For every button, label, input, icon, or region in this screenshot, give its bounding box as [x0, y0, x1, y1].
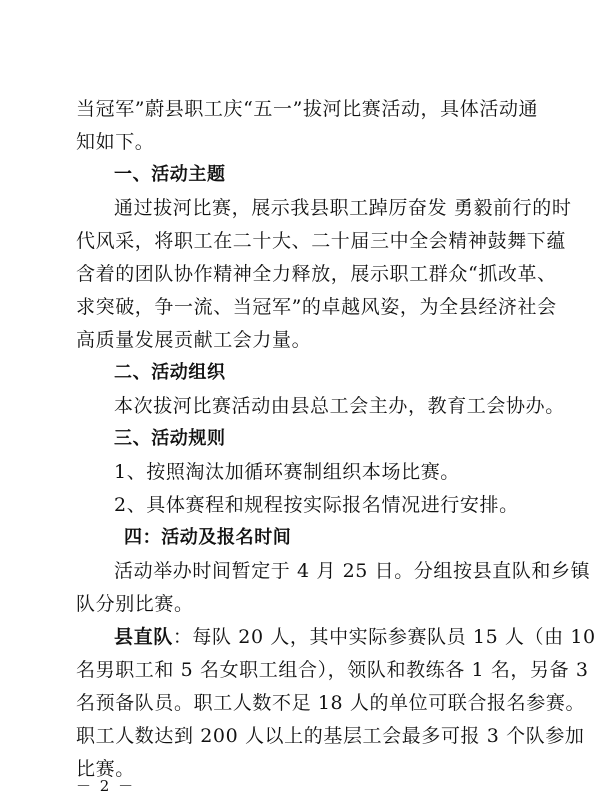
rule-item-1: 1、按照淘汰加循环赛制组织本场比赛。 — [114, 461, 460, 483]
body-line: 求突破，争一流、当冠军”的卓越风姿，为全县经济社会 — [76, 296, 557, 318]
body-line: 通过拔河比赛，展示我县职工踔厉奋发 勇毅前行的时 — [114, 197, 572, 219]
body-line: 当冠军”蔚县职工庆“五一”拔河比赛活动，具体活动通 — [76, 98, 539, 120]
body-line: 高质量发展贡献工会力量。 — [76, 329, 312, 351]
body-line: 比赛。 — [76, 758, 135, 780]
page-number: － 2 － — [76, 777, 136, 795]
county-team-text: ：每队 20 人，其中实际参赛队员 15 人（由 10 — [172, 626, 596, 648]
rule-item-2: 2、具体赛程和规程按实际报名情况进行安排。 — [114, 494, 519, 516]
section-heading-schedule: 四：活动及报名时间 — [124, 527, 292, 548]
body-line: 名预备队员。职工人数不足 18 人的单位可联合报名参赛。 — [76, 692, 586, 714]
body-line: 职工人数达到 200 人以上的基层工会最多可报 3 个队参加 — [76, 725, 585, 747]
body-line: 队分别比赛。 — [76, 593, 194, 615]
body-line: 代风采，将职工在二十大、二十届三中全会精神鼓舞下蕴 — [76, 230, 567, 252]
body-line: 知如下。 — [76, 131, 155, 153]
section-heading-organization: 二、活动组织 — [114, 362, 226, 383]
section-heading-theme: 一、活动主题 — [114, 164, 226, 185]
section-heading-rules: 三、活动规则 — [114, 428, 226, 449]
county-team-paragraph-first-line — [114, 625, 596, 649]
body-line: 名男职工和 5 名女职工组合），领队和教练各 1 名，另备 3 — [76, 659, 589, 681]
body-line: 本次拔河比赛活动由县总工会主办，教育工会协办。 — [114, 395, 565, 417]
body-line: 活动举办时间暂定于 4 月 25 日。分组按县直队和乡镇 — [114, 560, 591, 582]
county-team-label: 县直队 — [114, 626, 173, 648]
body-line: 含着的团队协作精神全力释放，展示职工群众“抓改革、 — [76, 263, 557, 285]
